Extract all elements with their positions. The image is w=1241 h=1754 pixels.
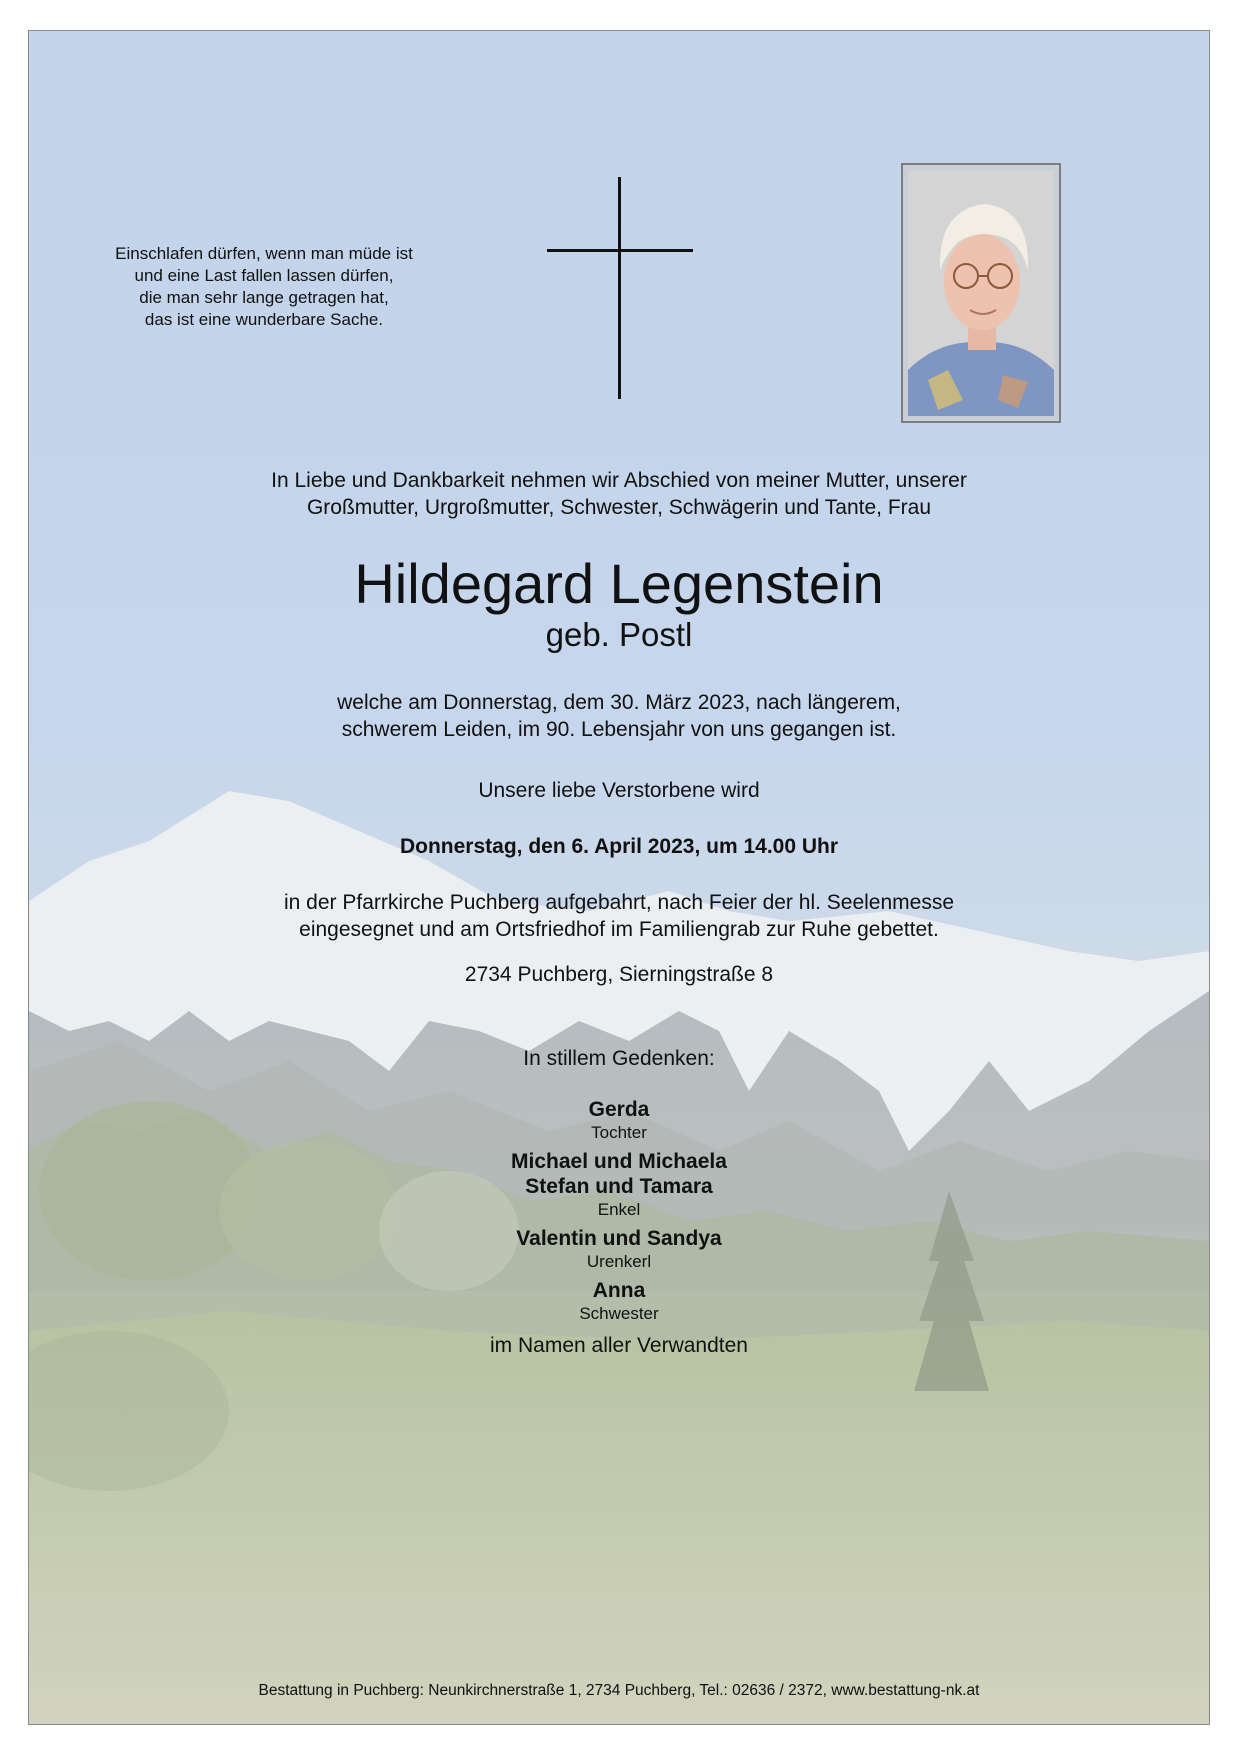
funeral-details <box>29 889 1209 943</box>
verse-line: und eine Last fallen lassen dürfen, <box>134 266 394 285</box>
funeral-datetime: Donnerstag, den 6. April 2023, um 14.00 Uhr <box>399 835 839 858</box>
mourner-group <box>29 1278 1209 1324</box>
mourner-name: Gerda <box>588 1098 650 1121</box>
mourners-heading: In stillem Gedenken: <box>523 1047 715 1070</box>
mourner-name: Stefan und Tamara <box>525 1175 713 1198</box>
poem-verse <box>89 243 439 331</box>
mourner-group <box>29 1226 1209 1272</box>
funeral-detail-line: eingesegnet und am Ortsfriedhof im Familiengrab zur Ruhe gebettet. <box>299 918 939 941</box>
death-notice-line: schwerem Leiden, im 90. Lebensjahr von uns gegangen ist. <box>341 718 897 741</box>
verse-line: das ist eine wunderbare Sache. <box>144 310 384 329</box>
funeral-lead: Unsere liebe Verstorbene wird <box>478 779 760 802</box>
portrait-photo <box>901 163 1061 423</box>
funeral-address: 2734 Puchberg, Sierningstraße 8 <box>464 963 774 986</box>
death-notice-line: welche am Donnerstag, dem 30. März 2023, nach längerem, <box>337 691 901 714</box>
intro-line: Großmutter, Urgroßmutter, Schwester, Schwägerin und Tante, Frau <box>306 496 932 519</box>
mourner-name: Valentin und Sandya <box>516 1227 722 1250</box>
verse-line: die man sehr lange getragen hat, <box>139 288 389 307</box>
intro-line: In Liebe und Dankbarkeit nehmen wir Abschied von meiner Mutter, unserer <box>271 469 967 492</box>
mourner-group <box>29 1097 1209 1143</box>
mourner-name: Anna <box>592 1279 646 1302</box>
mourners-list <box>29 1097 1209 1324</box>
mourner-role: Urenkerl <box>586 1252 652 1271</box>
obituary-card <box>28 30 1210 1725</box>
funeral-detail-line: in der Pfarrkirche Puchberg aufgebahrt, nach Feier der hl. Seelenmesse <box>283 891 955 914</box>
cross-icon <box>547 177 693 399</box>
maiden-name: geb. Postl <box>545 616 693 653</box>
mourner-role: Enkel <box>597 1200 641 1219</box>
mourner-role: Tochter <box>591 1123 647 1142</box>
footer-funeral-home: Bestattung in Puchberg: Neunkirchnerstraße 1, 2734 Puchberg, Tel.: 02636 / 2372, www.bestattung-nk.at <box>258 1682 980 1699</box>
intro-text <box>29 467 1209 521</box>
closing-line: im Namen aller Verwandten <box>490 1334 748 1357</box>
deceased-name: Hildegard Legenstein <box>354 552 884 615</box>
mourner-name: Michael und Michaela <box>511 1150 727 1173</box>
mourner-role: Schwester <box>579 1304 659 1323</box>
verse-line: Einschlafen dürfen, wenn man müde ist <box>115 244 413 263</box>
mourner-group <box>29 1149 1209 1220</box>
death-notice <box>29 689 1209 743</box>
